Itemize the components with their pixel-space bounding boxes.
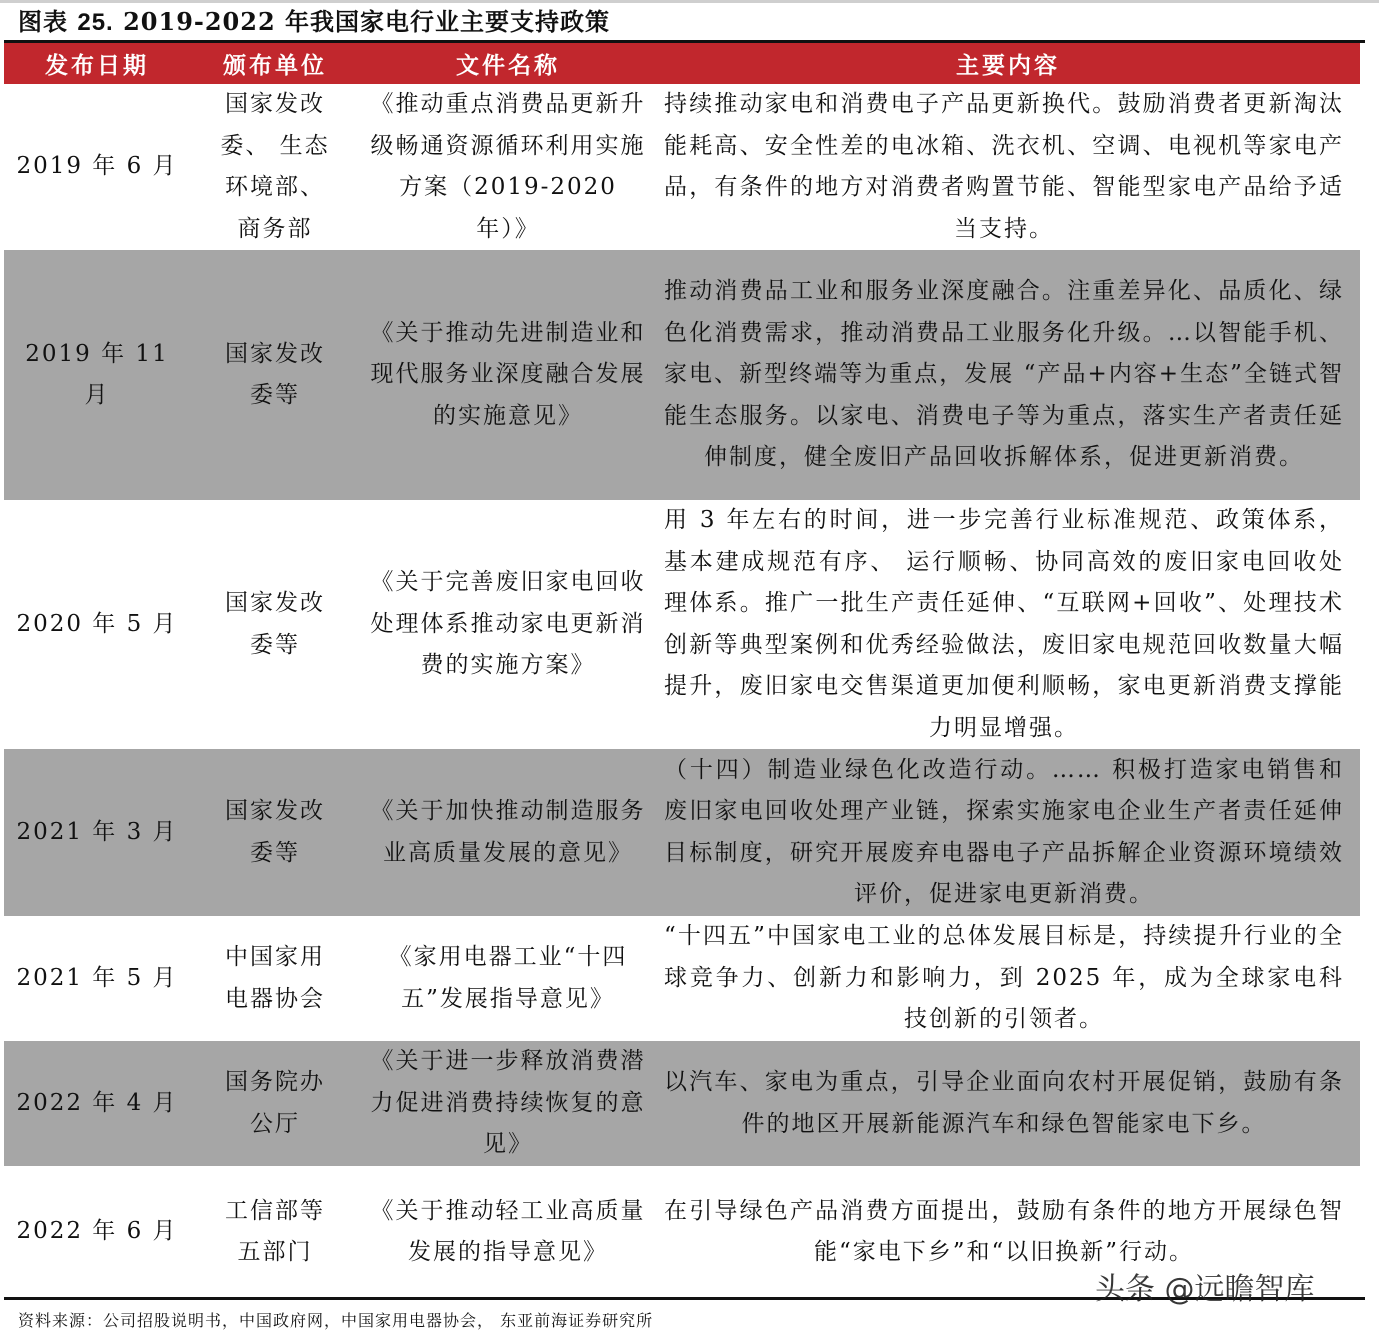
cell-file: 《关于加快推动制造服务业高质量发展的意见》	[360, 749, 656, 916]
figure-number: 25.	[77, 9, 114, 36]
cell-unit: 国家发改委等	[190, 250, 360, 500]
table-row	[4, 250, 1360, 500]
cell-content: 在引导绿色产品消费方面提出，鼓励有条件的地方开展绿色智能“家电下乡”和“以旧换新”行动。	[656, 1166, 1360, 1298]
table-row	[4, 1041, 1360, 1166]
top-border	[0, 0, 1379, 3]
cell-unit: 国务院办公厅	[190, 1041, 360, 1166]
cell-file: 《关于推动先进制造业和现代服务业深度融合发展的实施意见》	[360, 250, 656, 500]
cell-date: 2020 年 5 月	[4, 500, 190, 749]
cell-file: 《关于完善废旧家电回收处理体系推动家电更新消费的实施方案》	[360, 500, 656, 749]
column-header-file: 文件名称	[360, 43, 656, 84]
cell-date: 2022 年 4 月	[4, 1041, 190, 1166]
cell-file: 《关于推动轻工业高质量发展的指导意见》	[360, 1166, 656, 1298]
cell-unit: 国家发改委等	[190, 500, 360, 749]
cell-file: 《关于进一步释放消费潜力促进消费持续恢复的意见》	[360, 1041, 656, 1166]
cell-file: 《推动重点消费品更新升级畅通资源循环利用实施方案（2019-2020 年）》	[360, 84, 656, 250]
source-note: 资料来源：公司招股说明书，中国政府网，中国家用电器协会， 东亚前海证券研究所	[18, 1311, 654, 1330]
cell-unit: 工信部等五部门	[190, 1166, 360, 1298]
figure-title-text: 2019-2022 年我国家电行业主要支持政策	[123, 7, 611, 36]
column-header-content: 主要内容	[656, 43, 1360, 84]
table-row	[4, 500, 1360, 749]
cell-date: 2021 年 3 月	[4, 749, 190, 916]
cell-unit: 国家发改委等	[190, 749, 360, 916]
cell-content: 推动消费品工业和服务业深度融合。注重差异化、品质化、绿色化消费需求，推动消费品工业服务化升级。…以智能手机、家电、新型终端等为重点，发展 “产品+内容+生态”全链式智能生态服务。以家电、消费电子等为重点，落实生产者责任延伸制度，健全废旧产品回收拆解体系，促进更新消费。	[656, 250, 1360, 500]
column-header-unit: 颁布单位	[190, 43, 360, 84]
policy-table	[4, 43, 1360, 1298]
cell-content: “十四五”中国家电工业的总体发展目标是，持续提升行业的全球竞争力、创新力和影响力，到 2025 年，成为全球家电科技创新的引领者。	[656, 916, 1360, 1041]
cell-content: 持续推动家电和消费电子产品更新换代。鼓励消费者更新淘汰能耗高、安全性差的电冰箱、洗衣机、空调、电视机等家电产品，有条件的地方对消费者购置节能、智能型家电产品给予适当支持。	[656, 84, 1360, 250]
cell-content: 以汽车、家电为重点，引导企业面向农村开展促销，鼓励有条件的地区开展新能源汽车和绿色智能家电下乡。	[656, 1041, 1360, 1166]
cell-date: 2019 年 11 月	[4, 250, 190, 500]
watermark: 头条 @远瞻智库	[1095, 1272, 1315, 1307]
cell-unit: 国家发改委、 生态环境部、商务部	[190, 84, 360, 250]
cell-content: （十四）制造业绿色化改造行动。…… 积极打造家电销售和废旧家电回收处理产业链，探索实施家电企业生产者责任延伸目标制度，研究开展废弃电器电子产品拆解企业资源环境绩效评价，促进家电更新消费。	[656, 749, 1360, 916]
figure-title-prefix: 图表	[18, 7, 68, 36]
cell-unit: 中国家用电器协会	[190, 916, 360, 1041]
cell-content: 用 3 年左右的时间，进一步完善行业标准规范、政策体系，基本建成规范有序、 运行顺畅、协同高效的废旧家电回收处理体系。推广一批生产责任延伸、“互联网+回收”、处理技术创新等典型案例和优秀经验做法，废旧家电规范回收数量大幅提升，废旧家电交售渠道更加便利顺畅，家电更新消费支撑能力明显增强。	[656, 500, 1360, 749]
table-row	[4, 749, 1360, 916]
cell-date: 2019 年 6 月	[4, 84, 190, 250]
cell-file: 《家用电器工业“十四五”发展指导意见》	[360, 916, 656, 1041]
cell-date: 2021 年 5 月	[4, 916, 190, 1041]
figure-title	[18, 6, 610, 38]
table-header-row	[4, 43, 1360, 84]
table-row	[4, 84, 1360, 250]
cell-date: 2022 年 6 月	[4, 1166, 190, 1298]
table-row	[4, 916, 1360, 1041]
column-header-date: 发布日期	[4, 43, 190, 84]
